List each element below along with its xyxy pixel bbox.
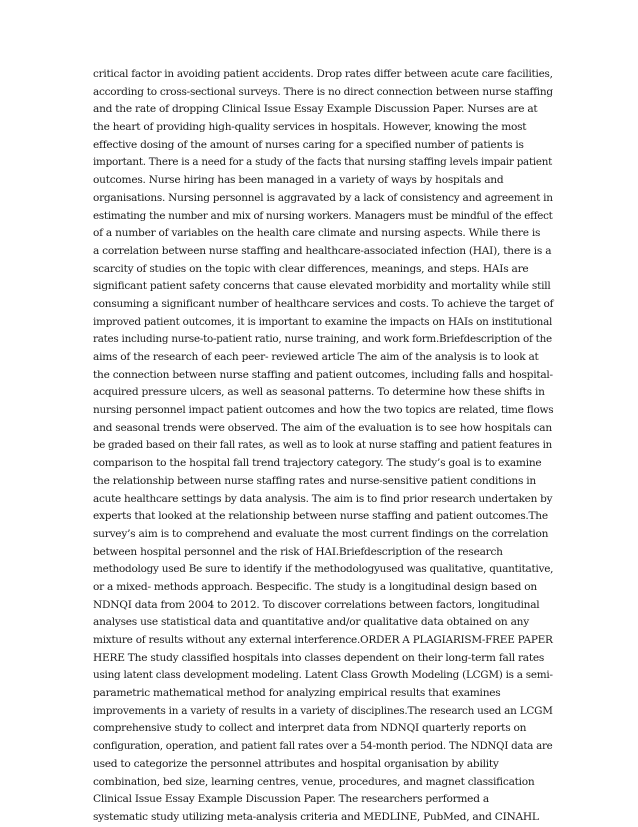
text-line: rates including nurse-to-patient ratio, nurse training, and work form.Briefdescription of the — [93, 333, 552, 346]
text-line: the connection between nurse staffing and patient outcomes, including falls and hospital- — [93, 368, 553, 381]
text-line: HERE The study classified hospitals into classes dependent on their long-term fall rates — [93, 651, 545, 664]
text-line: of a number of variables on the health care climate and nursing aspects. While there is — [93, 227, 541, 240]
text-line: important. There is a need for a study of the facts that nursing staffing levels impair patient — [93, 156, 553, 169]
text-line: the heart of providing high-quality services in hospitals. However, knowing the most — [93, 121, 527, 134]
text-line: comprehensive study to collect and interpret data from NDNQI quarterly reports on — [93, 722, 527, 735]
text-line: analyses use statistical data and quantitative and/or qualitative data obtained on any — [93, 616, 529, 629]
text-line: Clinical Issue Essay Example Discussion Paper. The researchers performed a — [93, 793, 489, 806]
text-line: and seasonal trends were observed. The aim of the evaluation is to see how hospitals can — [93, 421, 552, 434]
text-line: significant patient safety concerns that cause elevated morbidity and mortality while still — [93, 280, 551, 293]
text-line: using latent class development modeling. Latent Class Growth Modeling (LCGM) is a semi- — [93, 669, 553, 682]
text-line: acute healthcare settings by data analysis. The aim is to find prior research undertaken by — [93, 492, 553, 505]
text-line: experts that looked at the relationship between nurse staffing and patient outcomes.The — [93, 510, 548, 523]
text-line: a correlation between nurse staffing and healthcare-associated infection (HAI), there is a — [93, 244, 552, 257]
text-line: scarcity of studies on the topic with clear differences, meanings, and steps. HAIs are — [93, 262, 529, 275]
text-line: organisations. Nursing personnel is aggravated by a lack of consistency and agreement in — [93, 191, 553, 204]
text-line: be graded based on their fall rates, as well as to look at nurse staffing and patient features in — [93, 440, 552, 452]
text-line: parametric mathematical method for analyzing empirical results that examines — [93, 687, 501, 700]
text-line: according to cross-sectional surveys. There is no direct connection between nurse staffing — [93, 85, 553, 98]
text-line: critical factor in avoiding patient accidents. Drop rates differ between acute care facilities, — [93, 68, 553, 80]
text-line: used to categorize the personnel attributes and hospital organisation by ability — [93, 757, 499, 770]
text-line: configuration, operation, and patient fall rates over a 54-month period. The NDNQI data are — [93, 740, 553, 753]
text-line: survey’s aim is to comprehend and evaluate the most current findings on the correlation — [93, 527, 549, 540]
text-line: comparison to the hospital fall trend trajectory category. The study’s goal is to examine — [93, 457, 542, 470]
text-line: methodology used Be sure to identify if the methodologyused was qualitative, quantitative, — [93, 563, 554, 576]
text-line: effective dosing of the amount of nurses caring for a specified number of patients is — [93, 138, 524, 151]
text-line: estimating the number and mix of nursing workers. Managers must be mindful of the effect — [93, 209, 553, 222]
text-line: between hospital personnel and the risk of HAI.Briefdescription of the research — [93, 545, 503, 558]
text-line: or a mixed- methods approach. Bespecific. The study is a longitudinal design based on — [93, 580, 537, 593]
text-line: systematic study utilizing meta-analysis criteria and MEDLINE, PubMed, and CINAHL — [93, 810, 539, 823]
text-line: acquired pressure ulcers, as well as seasonal patterns. To determine how these shifts in — [93, 386, 545, 399]
text-line: outcomes. Nurse hiring has been managed in a variety of ways by hospitals and — [93, 174, 504, 187]
text-line: consuming a significant number of healthcare services and costs. To achieve the target of — [93, 297, 554, 310]
text-line: improved patient outcomes, it is important to examine the impacts on HAIs on institutional — [93, 315, 553, 328]
text-line: improvements in a variety of results in a variety of disciplines.The research used an LCGM — [93, 704, 553, 717]
text-line: combination, bed size, learning centres, venue, procedures, and magnet classification — [93, 775, 535, 788]
body-text — [93, 66, 553, 827]
text-line: aims of the research of each peer- reviewed article The aim of the analysis is to look at — [93, 351, 539, 363]
text-line: nursing personnel impact patient outcomes and how the two topics are related, time flows — [93, 404, 554, 417]
text-line: the relationship between nurse staffing rates and nurse-sensitive patient conditions in — [93, 474, 536, 487]
text-line: NDNQI data from 2004 to 2012. To discover correlations between factors, longitudinal — [93, 598, 540, 611]
text-line: and the rate of dropping Clinical Issue Essay Example Discussion Paper. Nurses are at — [93, 103, 538, 116]
text-line: mixture of results without any external interference.ORDER A PLAGIARISM-FREE PAPER — [93, 634, 553, 646]
